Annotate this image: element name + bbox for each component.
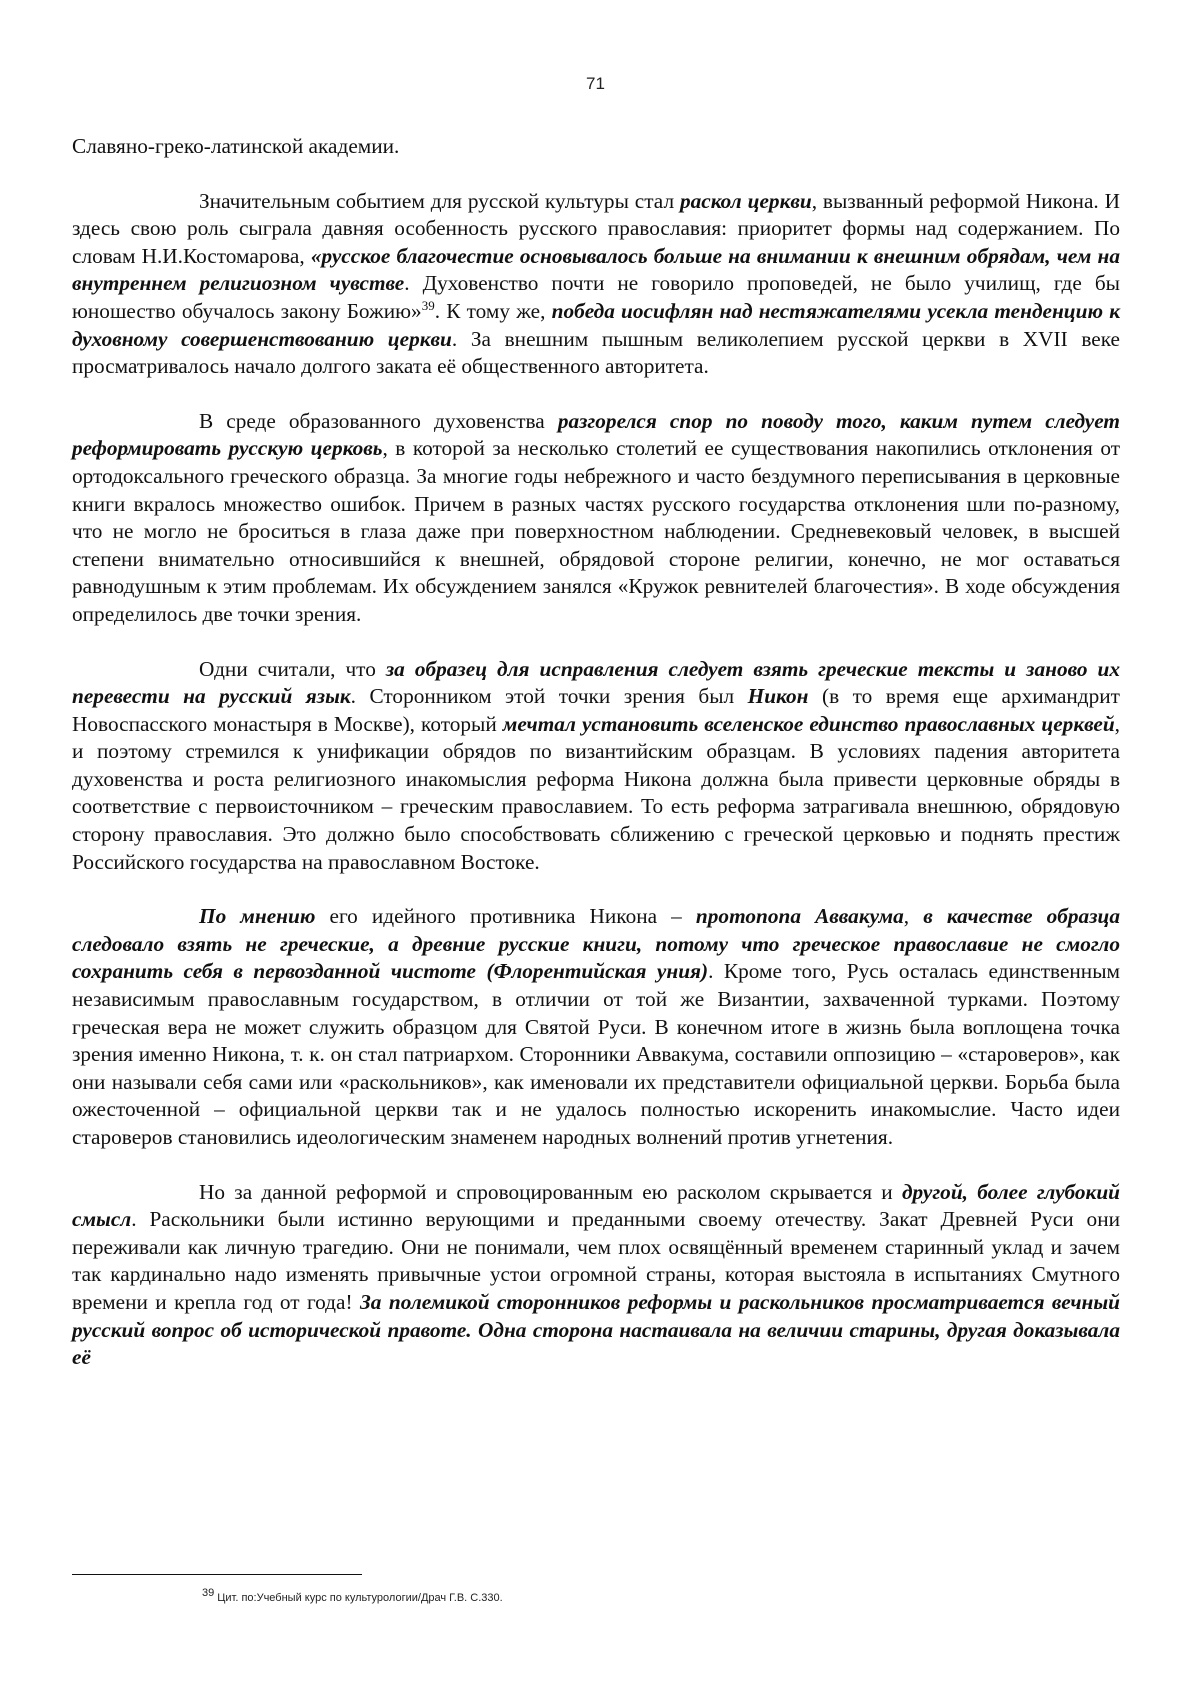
body-text: [72, 133, 1120, 1399]
emphasis-text: в качестве образца следовало взять не греческие, а древние русские книги, потому что греческое православие не смогло сохранить себя в первозданной чистоте (Флорентийская уния): [72, 904, 1121, 984]
footnote-separator: [72, 1574, 362, 1575]
text-run: (в то время еще архимандрит Новоспасского монастыря в Москве), который: [72, 684, 1120, 736]
paragraph: [72, 133, 1120, 161]
emphasis-text: победа иосифлян над нестяжателями усекла тенденцию к духовному совершенствованию церкви: [72, 298, 1120, 351]
paragraph: [72, 656, 1120, 877]
emphasis-text: За полемикой сторонников реформы и раскольников просматривается вечный русский вопрос об исторической правоте. Одна сторона настаивала на величии старины, другая доказывала её: [72, 1289, 1120, 1370]
text-run: . Кроме того, Русь осталась единственным независимым православным государством, в отличии от той же Византии, захваченной турками. Поэтому греческая вера не может служить образцом для Святой Руси. В конечном итоге в жизнь была воплощена точка зрения именно Никона, т. к. он стал патриархом. Сторонники Аввакума, составили оппозицию – «староверов», как они называли себя сами или «раскольников», как именовали их представители официальной церкви. Борьба была ожесточенной – официальной церкви так и не удалось полностью искоренить инакомыслие. Часто идеи староверов становились идеологическим знаменем народных волнений против угнетения.: [72, 959, 1120, 1149]
text-run: . Сторонником этой точки зрения был: [350, 684, 748, 709]
text-run: Но за данной реформой и спровоцированным ею расколом скрывается и: [199, 1179, 902, 1204]
footnote-reference: 39: [421, 297, 435, 313]
emphasis-text: протопопа Аввакума: [695, 904, 904, 929]
paragraph: [72, 408, 1120, 629]
emphasis-text: разгорелся спор по поводу того, каким путем следует реформировать русскую церковь: [72, 408, 1120, 461]
footnote: [202, 1587, 503, 1604]
text-run: Значительным событием для русской культуры стал: [199, 188, 680, 213]
paragraph: [72, 1179, 1120, 1372]
emphasis-text: Никон: [747, 684, 809, 709]
footnote-number: 39: [202, 1587, 215, 1600]
paragraph: [72, 188, 1120, 381]
text-run: , в которой за несколько столетий ее существования накопились отклонения от ортодоксального греческого образца. За многие годы небрежного и часто бездумного переписывания в церковные книги вкралось множество ошибок. Причем в разных частях русского государства отклонения шли по-разному, что не могло не броситься в глаза даже при поверхностном наблюдении. Средневековый человек, в высшей степени внимательно относившийся к внешней, обрядовой стороне религии, конечно, не мог оставаться равнодушным к этим проблемам. Их обсуждением занялся «Кружок ревнителей благочестия». В ходе обсуждения определилось две точки зрения.: [72, 436, 1120, 626]
text-run: , и поэтому стремился к унификации обрядов по византийским образцам. В условиях падения авторитета духовенства и роста религиозного инакомыслия реформа Никона должна была привести церковные обряды в соответствие с первоисточником – греческим православием. То есть реформа затрагивала внешнюю, обрядовую сторону православия. Это должно было способствовать сближению с греческой церковью и поднять престиж Российского государства на православном Востоке.: [72, 711, 1120, 874]
page-number: 71: [586, 74, 605, 93]
text-run: Славяно-греко-латинской академии.: [72, 134, 400, 158]
text-run: Одни считали, что: [199, 656, 386, 681]
paragraph: [72, 903, 1120, 1151]
emphasis-text: По мнению: [199, 904, 316, 929]
emphasis-text: раскол церкви: [679, 188, 812, 213]
text-run: В среде образованного духовенства: [199, 408, 558, 433]
emphasis-text: «русское благочестие основывалось больше на внимании к внешним обрядам, чем на внутреннем религиозном чувстве: [72, 243, 1121, 296]
text-run: , вызванный реформой Никона. И здесь свою роль сыграла давняя особенность русского православия: приоритет формы над содержанием. По словам Н.И.Костомарова,: [72, 188, 1120, 268]
text-run: ,: [903, 904, 924, 929]
text-run: . Духовенство почти не говорило проповедей, не было училищ, где бы юношество обучалось закону Божию»: [72, 271, 1120, 323]
footnote-text: Цит. по:Учебный курс по культурологии/Драч Г.В. С.330.: [217, 1592, 503, 1604]
text-run: . Раскольники были истинно верующими и преданными своему отечеству. Закат Древней Руси они переживали как личную трагедию. Они не понимали, чем плох освящённый временем старинный уклад и зачем так кардинально надо изменять привычные устои огромной страны, которая выстояла в испытаниях Смутного времени и крепла год от года!: [72, 1207, 1120, 1314]
emphasis-text: за образец для исправления следует взять греческие тексты и заново их перевести на русский язык: [72, 656, 1120, 709]
text-run: его идейного противника Никона –: [315, 904, 696, 929]
emphasis-text: мечтал установить вселенское единство православных церквей: [502, 711, 1115, 736]
text-run: . К тому же,: [434, 298, 552, 323]
text-run: . За внешним пышным великолепием русской церкви в XVII веке просматривалось начало долгого заката её общественного авторитета.: [72, 326, 1120, 379]
emphasis-text: другой, более глубокий смысл: [72, 1179, 1121, 1232]
